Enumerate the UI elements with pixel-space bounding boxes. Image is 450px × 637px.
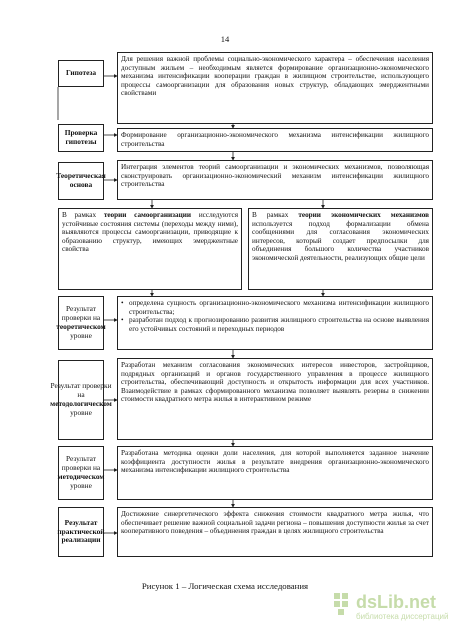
theory-basis-text: Интеграция элементов теорий самоорганизации и экономических механизмов, позволяющая сконструировать организационно-экономический механизм интенсификации жилищного строительства — [117, 160, 433, 200]
result-theoretical-label-bold: теоретическом — [56, 322, 106, 331]
result-theoretical-label-b: уровне — [70, 330, 92, 340]
result-methodological-label-b: уровне — [70, 407, 92, 417]
economic-mechanisms-prefix: В рамках — [252, 211, 299, 219]
page-number: 14 — [220, 34, 230, 44]
result-practical-label: Результат практической реализации — [58, 507, 104, 557]
self-organization-theory-box — [58, 208, 242, 290]
result-methodic-text: Разработана методика оценки доли населения, для которой выполняется заданное значение коэффициента доступности жилья в результате внедрения организационно-экономического механизма интенсификации жилищного строительства — [117, 446, 433, 500]
result-methodological-label — [50, 360, 112, 440]
result-methodological-text: Разработан механизм согласования экономических интересов инвесторов, застройщиков, подрядных организаций и органов государственного управления в процессе жилищного строительства, обеспечивающий доступность и открытость информации для всех участников. Взаимодействие в рамках сформированного механизма позволяет выявлять резервы в снижении стоимости квадратного метра жилья в интерактивном режиме — [117, 358, 433, 440]
economic-mechanisms-term: теории экономических механизмов — [298, 211, 429, 219]
result-methodic-label-a: Результат проверки на — [61, 454, 101, 473]
result-methodological-label-a: Результат проверки на — [50, 381, 112, 400]
result-theoretical-box — [117, 296, 433, 350]
result-theoretical-label-a: Результат проверки на — [61, 304, 101, 323]
result-theoretical-label — [58, 296, 104, 350]
result-methodological-label-bold: методологическом — [50, 399, 112, 408]
result-methodic-label — [58, 446, 104, 500]
self-organization-text: исследуются устойчивые состояния системы (переходы между ними), выявляются процессы самоорганизации, приводящие к образованию структур, имеющих эмерджентные свойства — [62, 211, 238, 254]
result-theoretical-item: • разработан подход к прогнозированию развития жилищного строительства на основе выявления его устойчивых состояний и переходных периодов — [121, 316, 429, 333]
verification-label: Проверка гипотезы — [58, 124, 104, 152]
theory-basis-label: Теоретическая основа — [58, 162, 104, 200]
watermark-logo-text: dsLib.net — [356, 592, 436, 612]
verification-text: Формирование организационно-экономического механизма интенсификации жилищного строительства — [117, 128, 433, 152]
hypothesis-text: Для решения важной проблемы социально-экономического характера – обеспечения населения доступным жильем – необходимым является формирование организационно-экономического механизма интенсификации кооперации граждан в жилищном строительстве, использующего процессы самоорганизации для образования новых структур, обладающих эмерджентными свойствами — [117, 52, 433, 124]
economic-mechanisms-theory-box — [248, 208, 433, 290]
self-organization-prefix: В рамках — [62, 211, 104, 219]
result-methodic-label-bold: методическом — [57, 472, 105, 481]
self-organization-term: теории самоорганизации — [103, 211, 192, 219]
hypothesis-label: Гипотеза — [58, 60, 104, 87]
result-methodic-label-b: уровне — [70, 480, 92, 490]
economic-mechanisms-text: используется подход формализации обмена сообщениями для согласования экономических интересов, который создает предпосылки для объединения большого количества участников экономической деятельности, реализующих общие цели — [252, 219, 429, 262]
result-theoretical-item: • определена сущность организационно-экономического механизма интенсификации жилищного строительства; — [121, 299, 429, 316]
figure-caption: Рисунок 1 – Логическая схема исследования — [141, 581, 309, 591]
result-practical-text: Достижение синергетического эффекта снижения стоимости квадратного метра жилья, что обеспечивает решение важной социальной задачи региона – повышения доступности жилья за счет кооперативного поведения – объединения граждан в целях жилищного строительства — [117, 507, 433, 557]
watermark-subtitle: библиотека диссертаций — [356, 612, 449, 621]
